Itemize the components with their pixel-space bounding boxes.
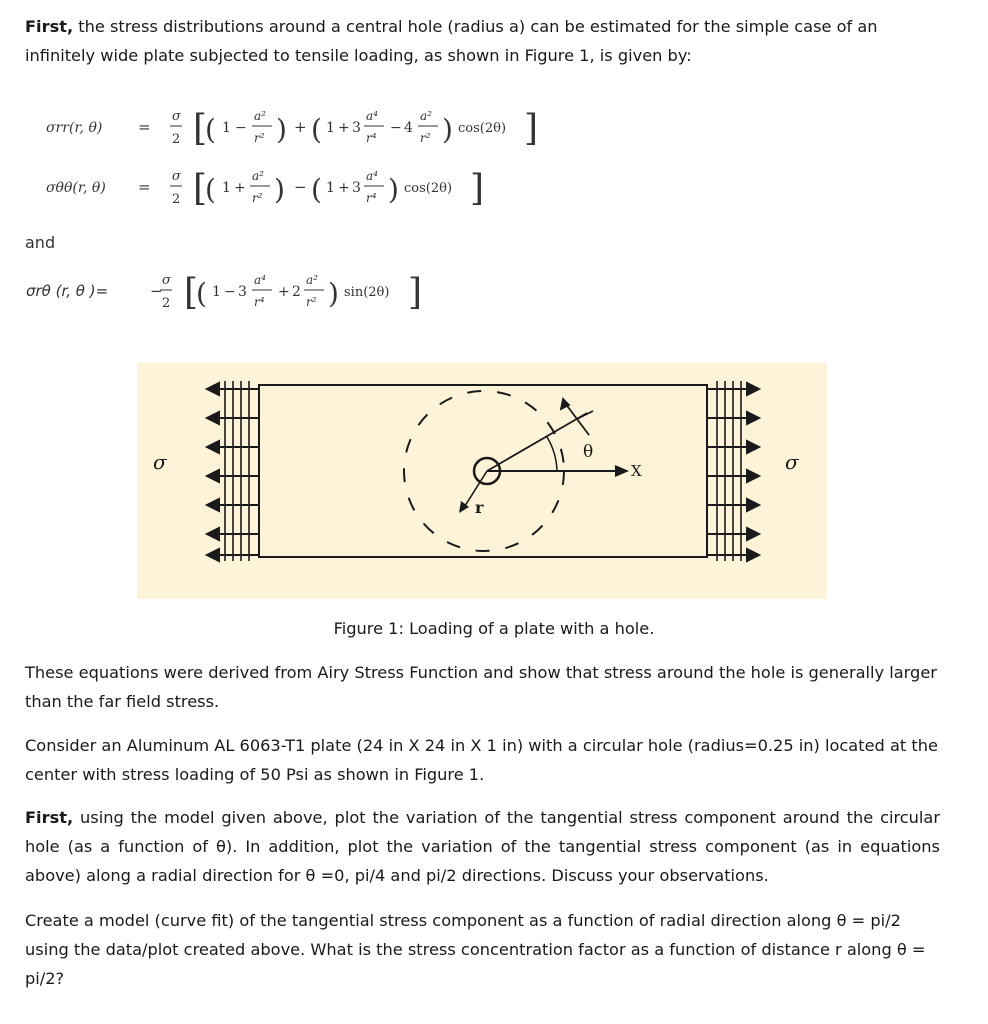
- eq1-one: 1: [222, 120, 231, 136]
- airy-paragraph: These equations were derived from Airy Stress Function and show that stress around the hole is generally larger than the far field stress.: [25, 663, 937, 711]
- frac2-num: σ: [172, 169, 181, 184]
- plate-figure: [137, 363, 827, 599]
- eq2-r2: r²: [252, 191, 263, 205]
- svg-text:): ): [276, 113, 287, 146]
- eq2-three: 3: [352, 180, 361, 196]
- eq2-r4: r⁴: [366, 191, 377, 205]
- frac3-den: 2: [162, 296, 171, 311]
- eq1-r4: r⁴: [366, 131, 377, 145]
- stress-equations: [0, 90, 988, 330]
- curvefit-paragraph: Create a model (curve fit) of the tangential stress component as a function of radial direction along θ = pi/2 using the data/plot created above. What is the stress concentration factor as a function of distance r along θ = pi/2?: [25, 911, 926, 988]
- eq1-a2-b: a²: [420, 109, 432, 123]
- intro-lead: First,: [25, 17, 74, 36]
- eq3-one: 1: [212, 284, 221, 300]
- eq1-minus: −: [235, 120, 247, 136]
- svg-text:[: [: [193, 108, 208, 149]
- eq-sign-1: =: [138, 118, 151, 136]
- eq1-minus-b: −: [390, 120, 402, 136]
- svg-text:): ): [274, 173, 285, 206]
- eq3-plus: +: [278, 284, 290, 300]
- eq3-a4: a⁴: [254, 273, 266, 287]
- intro-text: the stress distributions around a central hole (radius a) can be estimated for the simple case of an infinitely wide plate subjected to tensile loading, as shown in Figure 1, is given by:: [25, 17, 878, 65]
- svg-text:]: ]: [470, 168, 485, 209]
- frac3-num: σ: [162, 273, 171, 288]
- svg-text:): ): [328, 277, 339, 310]
- eq3-a2: a²: [306, 273, 318, 287]
- sigma-left-label: σ: [153, 450, 167, 474]
- eq1-plus-b: +: [338, 120, 350, 136]
- and-label: and: [25, 233, 56, 252]
- eq3-r4: r⁴: [254, 295, 265, 309]
- theta-label: θ: [583, 442, 594, 462]
- eq1-cos: cos(2θ): [458, 121, 507, 136]
- intro-paragraph: [25, 12, 940, 70]
- svg-text:[: [: [184, 272, 199, 313]
- frac1-den: 2: [172, 132, 181, 147]
- svg-text:(: (: [311, 113, 322, 146]
- eq1-plus: +: [294, 118, 307, 136]
- svg-text:]: ]: [524, 108, 539, 149]
- eq3-two: 2: [292, 284, 301, 300]
- eq2-a4: a⁴: [366, 169, 378, 183]
- eq1-three: 3: [352, 120, 361, 136]
- svg-text:(: (: [205, 113, 216, 146]
- eq2-one-b: 1: [326, 180, 335, 196]
- figure-caption: Figure 1: Loading of a plate with a hole.: [333, 619, 655, 638]
- eq2-cos: cos(2θ): [404, 181, 453, 196]
- svg-text:[: [: [193, 168, 208, 209]
- eq1-a4: a⁴: [366, 109, 378, 123]
- frac1-num: σ: [172, 109, 181, 124]
- eq1-one-b: 1: [326, 120, 335, 136]
- eq2-one: 1: [222, 180, 231, 196]
- eq2-plus-b: +: [338, 180, 350, 196]
- r-label: r: [475, 498, 484, 517]
- eq1-r2-b: r²: [420, 131, 431, 145]
- eq3-sin: sin(2θ): [344, 285, 390, 300]
- task-lead: First,: [25, 808, 74, 827]
- sigma-rr-lhs: σrr(r, θ): [46, 120, 103, 136]
- eq2-plus: +: [234, 180, 246, 196]
- x-axis-label: X: [631, 462, 642, 480]
- eq1-a2: a²: [254, 109, 266, 123]
- svg-text:): ): [442, 113, 453, 146]
- task-paragraph: [25, 803, 940, 890]
- consider-paragraph: Consider an Aluminum AL 6063-T1 plate (24 in X 24 in X 1 in) with a circular hole (radius=0.25 in) located at the center with stress loading of 50 Psi as shown in Figure 1.: [25, 736, 938, 784]
- eq3-three: 3: [238, 284, 247, 300]
- svg-text:): ): [388, 173, 399, 206]
- eq2-a2: a²: [252, 169, 264, 183]
- sigma-right-label: σ: [785, 450, 799, 474]
- eq3-minus: −: [150, 282, 163, 300]
- svg-text:(: (: [205, 173, 216, 206]
- eq-sign-2: =: [138, 178, 151, 196]
- eq1-r2: r²: [254, 131, 265, 145]
- sigma-rt-lhs: σrθ (r, θ )=: [26, 282, 109, 300]
- task-text: using the model given above, plot the variation of the tangential stress component around the circular hole (as a function of θ). In addition, plot the variation of the tangential stress component (as in equations above) along a radial direction for θ =0, pi/4 and pi/2 directions. Discuss your observations.: [25, 808, 940, 885]
- svg-text:]: ]: [408, 272, 423, 313]
- frac2-den: 2: [172, 192, 181, 207]
- svg-text:(: (: [196, 277, 207, 310]
- sigma-tt-lhs: σθθ(r, θ): [46, 180, 106, 196]
- svg-text:(: (: [311, 173, 322, 206]
- eq3-minus-b: −: [224, 284, 236, 300]
- eq3-r2: r²: [306, 295, 317, 309]
- eq2-minus: −: [294, 178, 307, 196]
- eq1-four: 4: [404, 120, 413, 136]
